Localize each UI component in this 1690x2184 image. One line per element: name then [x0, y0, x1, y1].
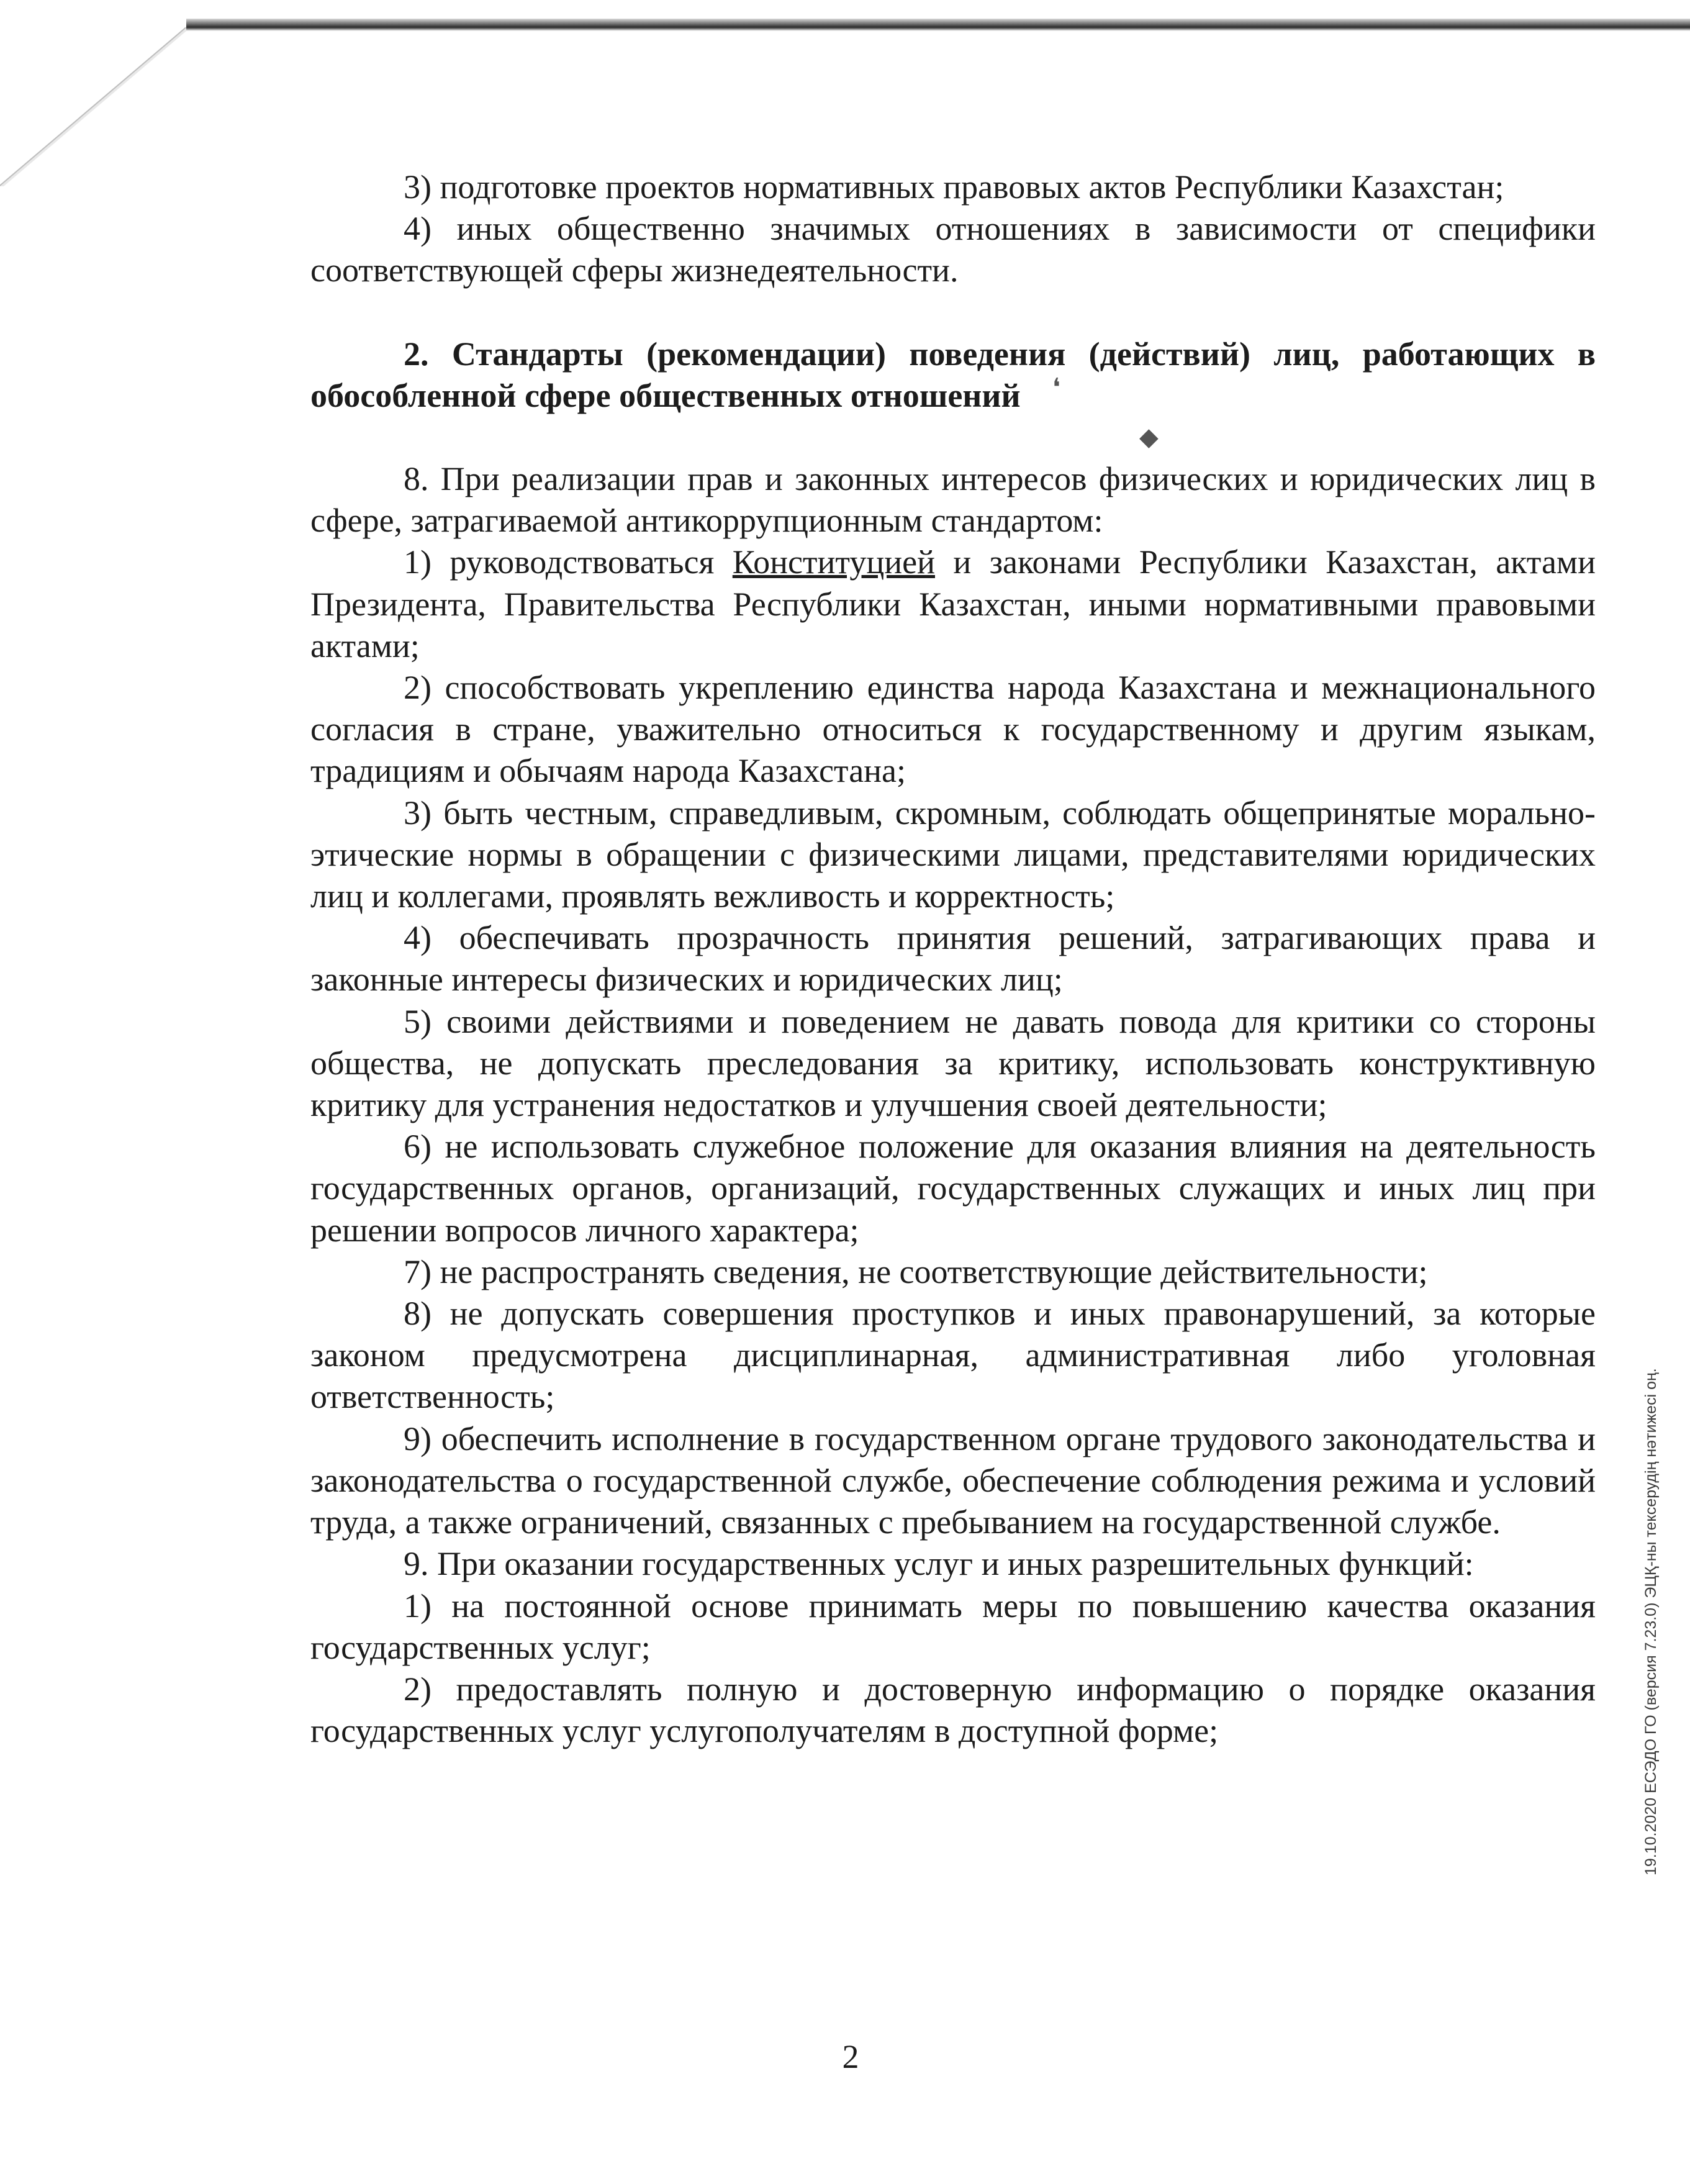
clause-8-item-4: 4) обеспечивать прозрачность принятия решений, затрагивающих права и законные интересы физических и юридических лиц;	[310, 919, 1596, 999]
clause-9-item-2: 2) предоставлять полную и достоверную информацию о порядке оказания государственных услуг услугополучателям в доступной форме;	[310, 1670, 1596, 1750]
constitution-link[interactable]: Конституцией	[732, 543, 935, 581]
clause-8-item-8: 8) не допускать совершения проступков и иных правонарушений, за которые законом предусмотрена дисциплинарная, административная либо уголовная ответственность;	[310, 1295, 1596, 1416]
clause-8-item-6: 6) не использовать служебное положение для оказания влияния на деятельность государственных органов, организаций, государственных служащих и иных лиц при решении вопросов личного характера;	[310, 1128, 1596, 1249]
pen-mark: ◆	[1139, 423, 1159, 451]
clause-8-item-1	[310, 541, 1596, 667]
clause-8-item-2: 2) способствовать укреплению единства народа Казахстана и межнационального согласия в стране, уважительно относиться к государственному и другим языкам, традициям и обычаям народа Казахстана;	[310, 669, 1596, 790]
scan-edge	[0, 0, 1690, 31]
clause-8: 8. При реализации прав и законных интересов физических и юридических лиц в сфере, затрагиваемой антикоррупционным стандартом:	[310, 460, 1596, 540]
page-number: 2	[842, 2038, 859, 2075]
section-heading: 2. Стандарты (рекомендации) поведения (действий) лиц, работающих в обособленной сфере общественных отношений	[310, 335, 1596, 414]
folded-corner	[0, 0, 186, 186]
clause-8-item-1-text-a: 1) руководствоваться	[404, 543, 733, 581]
clause-8-item-1-text-b: и законами Республики Казахстан, актами Президента, Правительства Республики Казахстан, иными нормативными правовыми актами;	[310, 543, 1596, 664]
clause-8-item-7: 7) не распространять сведения, не соответствующие действительности;	[404, 1253, 1428, 1290]
clause-8-item-9: 9) обеспечить исполнение в государственном органе трудового законодательства и законодательства о государственной службе, обеспечение соблюдения режима и условий труда, а также ограничений, связанных с пребыванием на государственной службе.	[310, 1420, 1596, 1541]
document-body	[310, 166, 1596, 1752]
paragraph-item-4: 4) иных общественно значимых отношениях в зависимости от специфики соответствующей сферы жизнедеятельности.	[310, 210, 1596, 289]
paragraph-item-3: 3) подготовке проектов нормативных правовых актов Республики Казахстан;	[404, 168, 1504, 206]
clause-8-item-5: 5) своими действиями и поведением не давать повода для критики со стороны общества, не допускать преследования за критику, использовать конструктивную критику для устранения недостатков и улучшения своей деятельности;	[310, 1002, 1596, 1124]
clause-9: 9. При оказании государственных услуг и иных разрешительных функций:	[404, 1545, 1474, 1583]
clause-8-item-3: 3) быть честным, справедливым, скромным, соблюдать общепринятые морально-этические нормы в обращении с физическими лицами, представителями юридических лиц и коллегами, проявлять вежливость и корректность;	[310, 794, 1596, 915]
pen-mark: ❛	[1052, 373, 1060, 401]
clause-9-item-1: 1) на постоянной основе принимать меры по повышению качества оказания государственных услуг;	[310, 1587, 1596, 1666]
signature-verification-stamp: 19.10.2020 ЕСЭДО ГО (версия 7.23.0) ЭЦҚ-ны тексерудің нәтижесі оң.	[1642, 1368, 1660, 1875]
